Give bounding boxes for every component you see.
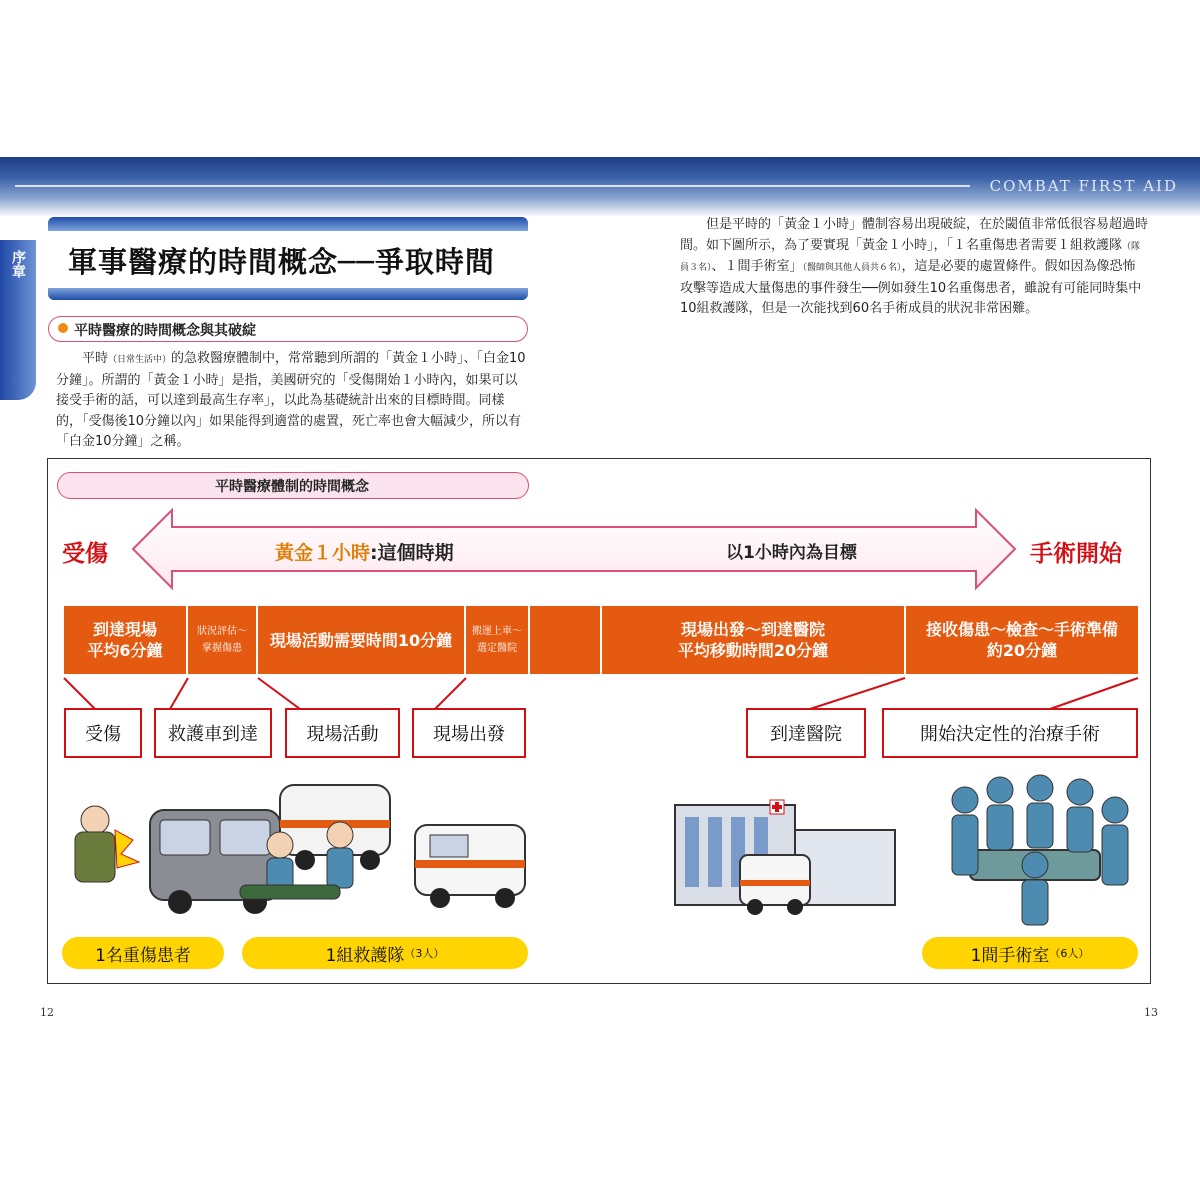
para-right-text-1: 但是平時的「黃金１小時」體制容易出現破綻，在於閾值非常低很容易超過時間。如下圖所示，為了要實現「黃金１小時」，「１名重傷患者需要１組救護隊: [680, 217, 1149, 253]
hospital-illustration: [670, 795, 910, 925]
timeline-text: 掌握傷患: [202, 643, 242, 654]
golden-hour-term: 黃金１小時: [275, 542, 371, 564]
timeline-text: 平均移動時間20分鐘: [677, 641, 829, 660]
callout-definitive-surgery: 開始決定性的治療手術: [882, 708, 1138, 758]
figure-title: 平時醫療體制的時間概念: [215, 479, 369, 495]
timeline-block-loading: [466, 606, 528, 674]
timeline-block-arrive-scene: [64, 606, 186, 674]
pill-text: 1名重傷患者: [95, 945, 191, 966]
page-title: 軍事醫療的時間概念──爭取時間: [68, 245, 495, 279]
timeline-text: 現場出發～到達醫院: [680, 620, 825, 639]
pill-one-patient: [62, 937, 224, 969]
arrow-text-target: 以1小時內為目標: [726, 543, 857, 563]
timeline-block-assessment: [188, 606, 256, 674]
callout-injury: 受傷: [64, 708, 142, 758]
label-surgery-start: 手術開始: [1030, 541, 1122, 567]
pill-subtext: （3人）: [404, 947, 445, 960]
ambulance-illustration-2: [415, 825, 525, 908]
para-left-text-1: 平時: [82, 351, 109, 366]
timeline-block-gap: [530, 606, 600, 674]
timeline-text: 到達現場: [92, 620, 157, 639]
golden-hour-suffix: :這個時期: [370, 542, 454, 564]
timeline-text: 平均6分鐘: [87, 641, 163, 660]
timeline-text: 約20分鐘: [986, 641, 1058, 660]
injured-person-illustration: [75, 806, 139, 882]
pill-one-operating-room: [922, 937, 1138, 969]
page-number-right: 13: [1144, 1006, 1158, 1019]
para-right-text-3: ，這是必要的處置條件。假如因為像恐怖攻擊等造成大量傷患的事件發生──例如發生10名重傷患者，雖說有可能同時集中10組救護隊，但是一次能找到60名手術成員的狀況非常困難。: [680, 259, 1142, 316]
pill-text: 1組救護隊: [325, 945, 405, 966]
label-injury: 受傷: [62, 541, 108, 567]
callout-tails: [64, 678, 1138, 709]
timeline-block-scene-activity: [258, 606, 464, 674]
pill-one-rescue-team: [242, 937, 528, 969]
para-left-text-2: 的急救醫療體制中，常常聽到所謂的「黃金１小時」、「白金10分鐘」。所謂的「黃金１小時」是指，美國研究的「受傷開始１小時內，如果可以接受手術的話，可以達到最高生存率」，以此為基礎統計出來的目標時間。同樣的，「受傷後10分鐘以內」如果能得到適當的處置，死亡率也會大幅減少，所以有「白金10分鐘」之稱。: [56, 351, 526, 449]
timeline-block-transport: [602, 606, 904, 674]
page-number-left: 12: [40, 1006, 54, 1019]
para-right-text-2: 、１間手術室」: [711, 259, 803, 274]
para-left-note: （日常生活中）: [108, 355, 172, 365]
timeline-text: 狀況評估～: [197, 626, 247, 637]
timeline-text: 接收傷患～檢查～手術準備: [925, 620, 1118, 639]
surgery-team-illustration: [930, 770, 1140, 930]
timeline-text: 搬運上車～: [472, 626, 522, 637]
callout-ambulance-arrival: 救護車到達: [154, 708, 272, 758]
subheading: 平時醫療的時間概念與其破綻: [74, 323, 256, 339]
callout-scene-activity: 現場活動: [285, 708, 400, 758]
timeline-text: 現場活動需要時間10分鐘: [269, 630, 453, 650]
para-right-note-2: （醫師與其他人員共６名）: [802, 263, 902, 273]
chapter-tab-label: 序章: [10, 250, 26, 278]
timeline-block-surgery-prep: [906, 606, 1138, 674]
callout-hospital-arrival: 到達醫院: [746, 708, 866, 758]
accident-ambulance-illustration: [55, 770, 535, 930]
header-band-text: COMBAT FIRST AID: [989, 177, 1178, 195]
pill-subtext: （6人）: [1049, 947, 1090, 960]
double-arrow-shape: [133, 510, 1015, 588]
callout-scene-departure: 現場出發: [412, 708, 526, 758]
arrow-text-golden-hour: [275, 538, 454, 565]
para-right-note-1: （隊員３名）: [680, 241, 1141, 273]
timeline-text: 選定醫院: [477, 643, 517, 654]
pill-text: 1間手術室: [970, 945, 1050, 966]
